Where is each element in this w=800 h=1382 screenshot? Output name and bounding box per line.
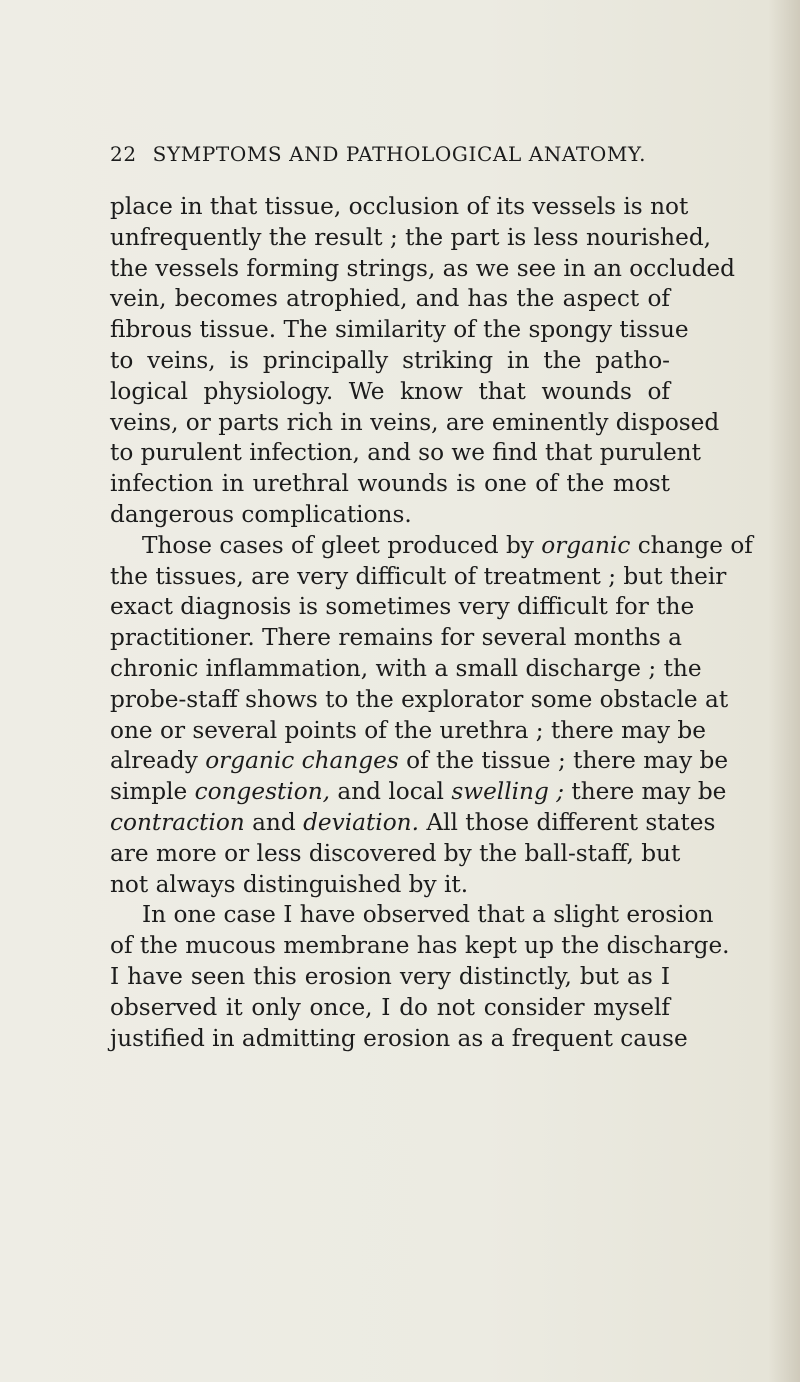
text-line: fibrous tissue. The similarity of the spongy tissue: [110, 316, 689, 344]
text-line: already organic changes of the tissue ; there may be: [110, 747, 729, 775]
text-line: are more or less discovered by the ball-staff, but: [110, 839, 681, 867]
text-line: to veins, is principally striking in the patho-: [110, 346, 670, 374]
emphasis: organic changes: [205, 747, 399, 775]
text-line: place in that tissue, occlusion of its vessels is not: [110, 193, 689, 220]
page-number: 22: [110, 142, 137, 166]
text-line: Those cases of gleet produced by organic change of: [142, 531, 753, 559]
text-line: simple congestion, and local swelling ; there may be: [110, 778, 727, 806]
emphasis: contraction: [110, 808, 245, 836]
text-line: infection in urethral wounds is one of the most: [110, 470, 670, 498]
text-line: not always distinguished by it.: [110, 870, 469, 898]
body-text: [110, 192, 753, 1054]
text-line: justified in admitting erosion as a frequent cause: [110, 1024, 688, 1052]
text-line: the vessels forming strings, as we see in an occluded: [110, 254, 735, 282]
text-line: vein, becomes atrophied, and has the aspect of: [110, 285, 670, 313]
text-line: the tissues, are very difficult of treatment ; but their: [110, 562, 727, 590]
running-head: [110, 142, 710, 166]
emphasis: organic: [541, 531, 631, 559]
text-line: logical physiology. We know that wounds of: [110, 377, 670, 405]
emphasis: congestion,: [194, 778, 330, 806]
text-line: unfrequently the result ; the part is less nourished,: [110, 223, 712, 251]
running-title: SYMPTOMS AND PATHOLOGICAL ANATOMY.: [152, 142, 647, 166]
text-line: In one case I have observed that a slight erosion: [142, 901, 714, 929]
text-line: contraction and deviation. All those different states: [110, 808, 716, 836]
text-line: of the mucous membrane has kept up the discharge.: [110, 932, 730, 960]
text-line: exact diagnosis is sometimes very difficult for the: [110, 593, 695, 621]
text-line: observed it only once, I do not consider myself: [110, 993, 670, 1021]
text-line: veins, or parts rich in veins, are eminently disposed: [110, 408, 720, 436]
text-line: I have seen this erosion very distinctly, but as I: [110, 962, 670, 990]
text-line: one or several points of the urethra ; there may be: [110, 716, 706, 744]
text-line: dangerous complications.: [110, 500, 412, 528]
text-line: probe-staff shows to the explorator some obstacle at: [110, 685, 729, 713]
text-line: practitioner. There remains for several months a: [110, 624, 682, 652]
text-line: to purulent infection, and so we find that purulent: [110, 439, 701, 467]
text-line: chronic inflammation, with a small discharge ; the: [110, 654, 702, 682]
emphasis: swelling ;: [451, 778, 565, 806]
emphasis: deviation.: [303, 808, 419, 836]
